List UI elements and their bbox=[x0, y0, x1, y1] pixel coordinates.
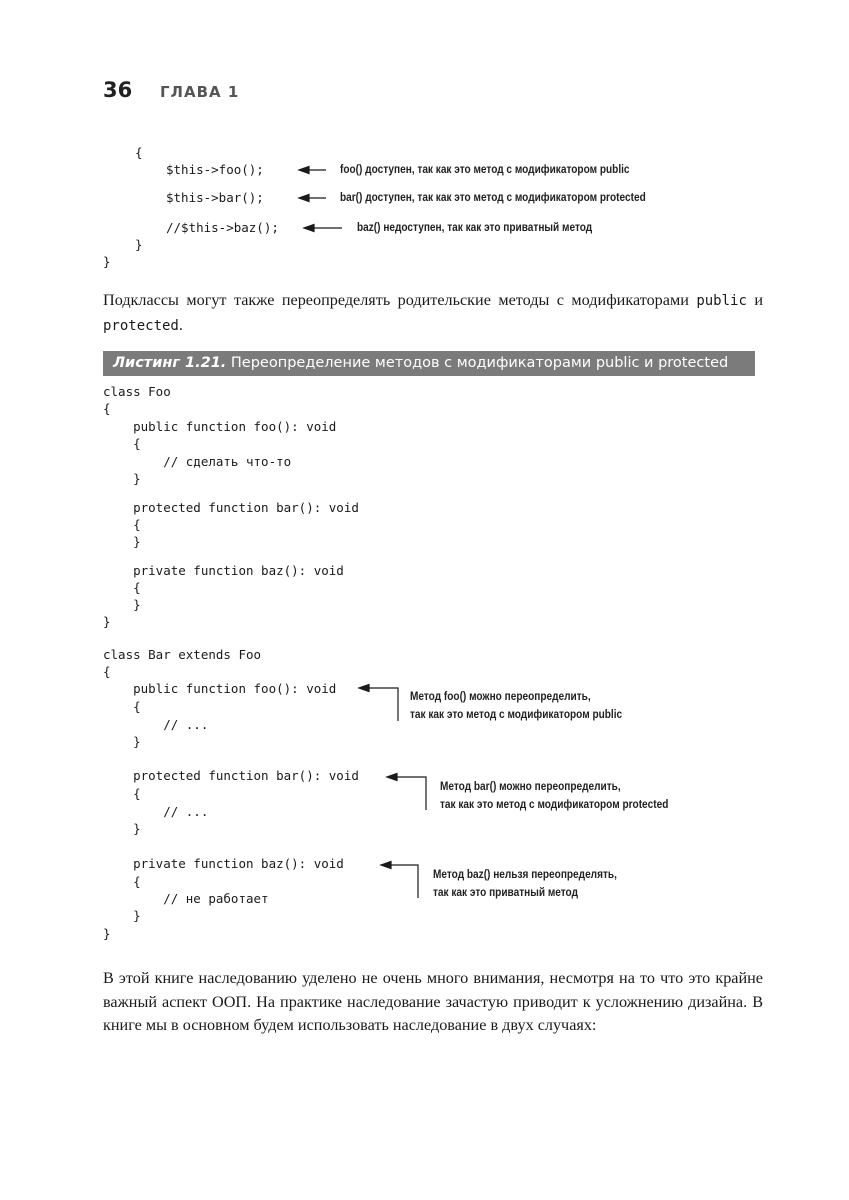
listing-line: } bbox=[103, 908, 141, 923]
listing-line: // ... bbox=[103, 717, 209, 732]
listing-line: { bbox=[103, 436, 141, 451]
listing-line: protected function bar(): void bbox=[103, 768, 359, 783]
code-line: //$this->baz(); bbox=[166, 220, 279, 235]
listing-line: } bbox=[103, 534, 141, 549]
listing-number: Листинг 1.21. bbox=[113, 355, 227, 371]
paragraph-text: . bbox=[178, 315, 183, 334]
arrow-head bbox=[299, 167, 309, 174]
body-paragraph: В этой книге наследованию уделено не очень много внимания, несмотря на то что это крайне важный аспект ООП. На практике наследование зачастую приводит к усложнению дизайна. В книге мы в основном будем использовать наследование в двух случаях: bbox=[103, 969, 763, 1034]
listing-line: class Bar extends Foo bbox=[103, 647, 262, 662]
listing-line: protected function bar(): void bbox=[103, 500, 359, 515]
listing-line: { bbox=[103, 699, 141, 714]
code-line: } bbox=[135, 237, 143, 252]
listing-line: { bbox=[103, 517, 141, 532]
listing-line: // сделать что-то bbox=[103, 454, 292, 469]
listing-title: Переопределение методов с модификаторами public и protected bbox=[230, 355, 729, 371]
listing-line: { bbox=[103, 786, 141, 801]
listing-line: private function baz(): void bbox=[103, 856, 344, 871]
listing-line: } bbox=[103, 734, 141, 749]
listing-line: public function foo(): void bbox=[103, 681, 337, 696]
listing-line: // не работает bbox=[103, 891, 269, 906]
code-line: $this->bar(); bbox=[166, 190, 264, 205]
listing-line: { bbox=[103, 580, 141, 595]
listing-annotation: Метод baz() нельзя переопределять, bbox=[433, 867, 617, 881]
arrow-line bbox=[362, 688, 398, 721]
paragraph-text: Подклассы могут также переопределять родительские методы с модификаторами bbox=[103, 291, 697, 309]
arrow-head bbox=[304, 225, 314, 232]
listing-annotation: так как это метод с модификатором protected bbox=[440, 797, 669, 811]
listing-line: } bbox=[103, 926, 111, 941]
code-line: $this->foo(); bbox=[166, 162, 264, 177]
listing-line: } bbox=[103, 821, 141, 836]
arrow-head bbox=[299, 195, 309, 202]
listing-line: public function foo(): void bbox=[103, 419, 337, 434]
listing-annotation: Метод foo() можно переопределить, bbox=[410, 689, 591, 703]
listing-annotation: так как это метод с модификатором public bbox=[410, 707, 623, 721]
listing-line: } bbox=[103, 597, 141, 612]
listing-line: { bbox=[103, 664, 111, 679]
listing-line: { bbox=[103, 874, 141, 889]
arrow-head bbox=[359, 685, 369, 692]
code-annotation: bar() доступен, так как это метод с модификатором protected bbox=[340, 190, 646, 204]
chapter-title: ГЛАВА 1 bbox=[160, 83, 240, 101]
inline-code: protected bbox=[103, 317, 179, 334]
listing-line: // ... bbox=[103, 804, 209, 819]
listing-annotation: так как это приватный метод bbox=[433, 885, 578, 899]
listing-line: { bbox=[103, 401, 111, 416]
code-annotation: baz() недоступен, так как это приватный метод bbox=[357, 220, 593, 234]
listing-line: } bbox=[103, 614, 111, 629]
listing-annotation: Метод bar() можно переопределить, bbox=[440, 779, 621, 793]
listing-line: class Foo bbox=[103, 384, 171, 399]
arrow-line bbox=[384, 865, 418, 898]
inline-code: public bbox=[696, 293, 747, 309]
listing-line: } bbox=[103, 471, 141, 486]
code-line: } bbox=[103, 254, 111, 269]
arrow-head bbox=[387, 774, 397, 781]
arrow-head bbox=[381, 862, 391, 869]
paragraph-text: и bbox=[746, 291, 763, 309]
arrow-line bbox=[390, 777, 426, 810]
code-line: { bbox=[135, 145, 143, 160]
code-annotation: foo() доступен, так как это метод с модификатором public bbox=[340, 162, 630, 176]
listing-line: private function baz(): void bbox=[103, 563, 344, 578]
page-number: 36 bbox=[103, 78, 133, 102]
